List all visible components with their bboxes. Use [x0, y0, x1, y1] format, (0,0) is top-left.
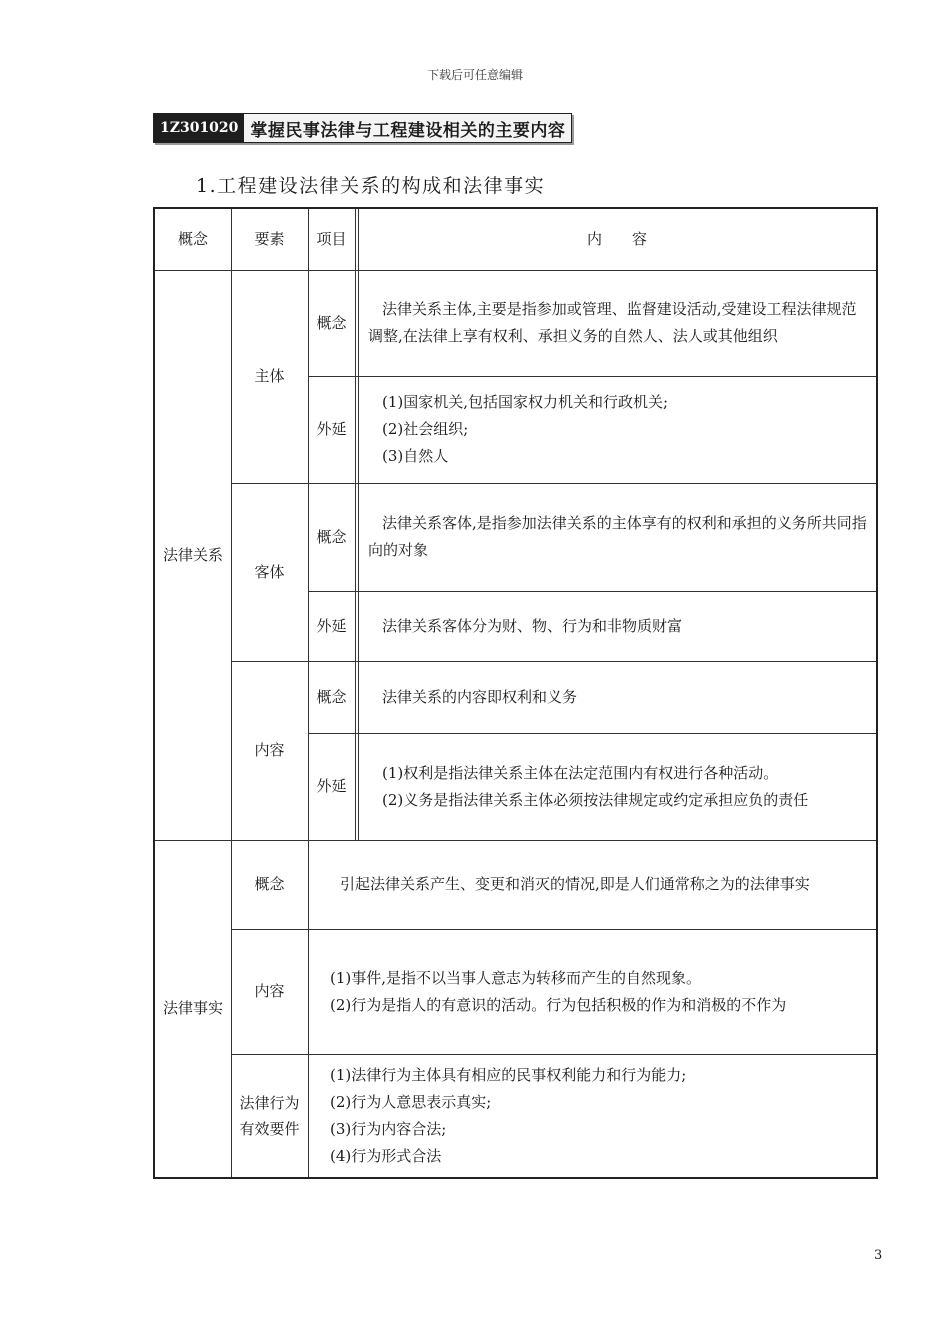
list-item: (1)事件,是指不以当事人意志为转移而产生的自然现象。: [330, 968, 702, 987]
content-extension-label: 外延: [316, 777, 347, 795]
fact-validity-label: 法律行为 有效要件: [239, 1093, 300, 1138]
subject-extension-label: 外延: [316, 420, 347, 438]
list-item: (1)国家机关,包括国家权力机关和行政机关;: [382, 393, 669, 411]
list-item: (2)行为人意思表示真实;: [330, 1092, 492, 1111]
content-concept-text: 法律关系的内容即权利和义务: [382, 687, 578, 706]
content-extension-list: [358, 733, 876, 840]
list-item: (2)行为是指人的有意识的活动。行为包括积极的作为和消极的不作为: [330, 995, 787, 1014]
content-concept-label: 概念: [316, 687, 347, 706]
fact-content-list: [308, 929, 876, 1054]
element-content: 内容: [254, 741, 285, 759]
list-item: (1)权利是指法律关系主体在法定范围内有权进行各种活动。: [382, 763, 779, 782]
section-title: 掌握民事法律与工程建设相关的主要内容: [244, 114, 571, 142]
header-item: 项目: [316, 230, 347, 248]
object-extension-text: 法律关系客体分为财、物、行为和非物质财富: [382, 616, 683, 635]
table-heading: 1.工程建设法律关系的构成和法律事实: [196, 175, 546, 197]
legal-relationship-table: [153, 207, 878, 1179]
header-element: 要素: [254, 230, 285, 248]
list-item: (2)社会组织;: [382, 420, 469, 438]
object-extension-label: 外延: [316, 616, 347, 635]
header-content: 内 容: [586, 230, 647, 248]
group-legal-relationship: 法律关系: [162, 545, 223, 564]
element-object: 客体: [254, 562, 285, 581]
list-item: (4)行为形式合法: [330, 1146, 442, 1165]
page-header-note: 下载后可任意编辑: [426, 68, 523, 82]
list-item: (2)义务是指法律关系主体必须按法律规定或约定承担应负的责任: [382, 790, 809, 809]
header-concept: 概念: [177, 230, 208, 248]
object-concept-text: 法律关系客体,是指参加法律关系的主体享有的权利和承担的义务所共同指向的对象: [368, 514, 867, 559]
list-item: (3)自然人: [382, 447, 449, 465]
group-legal-fact: 法律事实: [162, 999, 223, 1017]
object-concept-label: 概念: [316, 527, 347, 546]
page-number: 3: [874, 1248, 883, 1263]
subject-extension-list: [358, 376, 876, 483]
fact-concept-label: 概念: [254, 875, 285, 893]
fact-validity-list: [308, 1054, 876, 1177]
element-subject: 主体: [254, 367, 285, 385]
fact-concept-text: 引起法律关系产生、变更和消灭的情况,即是人们通常称之为的法律事实: [340, 875, 810, 893]
list-item: (3)行为内容合法;: [330, 1119, 447, 1138]
subject-concept-text: 法律关系主体,主要是指参加或管理、监督建设活动,受建设工程法律规范调整,在法律上享有权利、承担义务的自然人、法人或其他组织: [368, 300, 857, 345]
list-item: (1)法律行为主体具有相应的民事权利能力和行为能力;: [330, 1065, 687, 1084]
subject-concept-label: 概念: [316, 313, 347, 332]
section-banner: [153, 113, 572, 143]
fact-content-label: 内容: [254, 982, 285, 1000]
section-code: 1Z301020: [154, 114, 244, 142]
